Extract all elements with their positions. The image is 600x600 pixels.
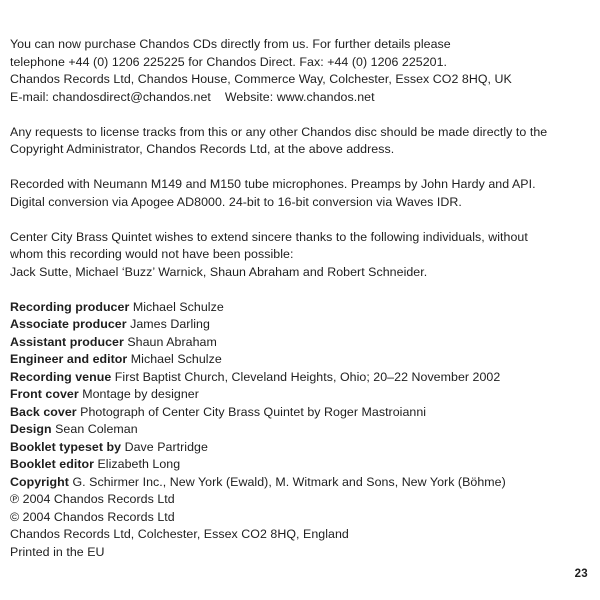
text-line: Copyright Administrator, Chandos Records Ltd, at the above address. [10,142,395,156]
credit-label: Copyright [10,474,69,489]
credit-label: Booklet typeset by [10,439,122,454]
text-line: Center City Brass Quintet wishes to extend sincere thanks to the following individuals, without [10,229,528,244]
credit-value: Montage by designer [78,387,199,401]
text-line: E-mail: chandosdirect@chandos.net Website: www.chandos.net [10,89,375,104]
credit-label: Associate producer [10,317,127,331]
credit-line: Chandos Records Ltd, Colchester, Essex CO2 8HQ, England [10,527,349,541]
paragraphs [10,36,594,281]
text-line: Any requests to license tracks from this or any other Chandos disc should be made directly to the [10,124,548,139]
text-line: Recorded with Neumann M149 and M150 tube microphones. Preamps by John Hardy and API. [10,177,536,191]
text-line: Chandos Records Ltd, Chandos House, Commerce Way, Colchester, Essex CO2 8HQ, UK [10,72,512,86]
credit-value: Elizabeth Long [94,457,181,471]
credits-block [10,299,594,562]
credit-value: First Baptist Church, Cleveland Heights, Ohio; 20–22 November 2002 [111,369,501,384]
credit-value: James Darling [126,317,210,331]
credit-value: Shaun Abraham [123,334,217,349]
credit-label: Assistant producer [10,334,124,349]
credit-line [10,369,594,387]
credit-value: Photograph of Center City Brass Quintet by Roger Mastroianni [76,404,427,419]
credit-label: Design [10,422,52,436]
paragraph [10,229,594,282]
credit-line [10,334,594,352]
credit-value: Michael Schulze [129,299,224,314]
booklet-page-content [10,36,594,561]
credit-value: Sean Coleman [51,422,138,436]
text-line: Jack Sutte, Michael ‘Buzz’ Warnick, Shaun Abraham and Robert Schneider. [10,264,428,279]
credit-line [10,421,594,439]
credit-line [10,439,594,457]
credit-label: Booklet editor [10,457,94,471]
paragraph [10,124,594,159]
credit-line [10,351,594,369]
paragraph [10,36,594,106]
credit-line [10,299,594,317]
credit-line [10,474,594,492]
credit-line: Printed in the EU [10,544,105,559]
text-line: Digital conversion via Apogee AD8000. 24-bit to 16-bit conversion via Waves IDR. [10,194,462,209]
text-line: You can now purchase Chandos CDs directly from us. For further details please [10,37,451,51]
credit-label: Front cover [10,387,79,401]
credit-line [10,316,594,334]
credit-value: Michael Schulze [127,352,222,366]
text-line: telephone +44 (0) 1206 225225 for Chandos Direct. Fax: +44 (0) 1206 225201. [10,54,448,69]
credit-label: Engineer and editor [10,352,128,366]
credit-label: Recording venue [10,369,112,384]
credit-line: ℗ 2004 Chandos Records Ltd [10,492,175,506]
credit-label: Recording producer [10,299,130,314]
credit-label: Back cover [10,404,77,419]
credit-line: © 2004 Chandos Records Ltd [10,509,175,524]
paragraph [10,176,594,211]
text-line: whom this recording would not have been possible: [10,247,294,261]
credit-line [10,404,594,422]
credit-line [10,386,594,404]
credit-value: G. Schirmer Inc., New York (Ewald), M. Witmark and Sons, New York (Böhme) [68,474,506,489]
credit-line [10,456,594,474]
credit-value: Dave Partridge [121,439,208,454]
page-number: 23 [574,568,588,580]
